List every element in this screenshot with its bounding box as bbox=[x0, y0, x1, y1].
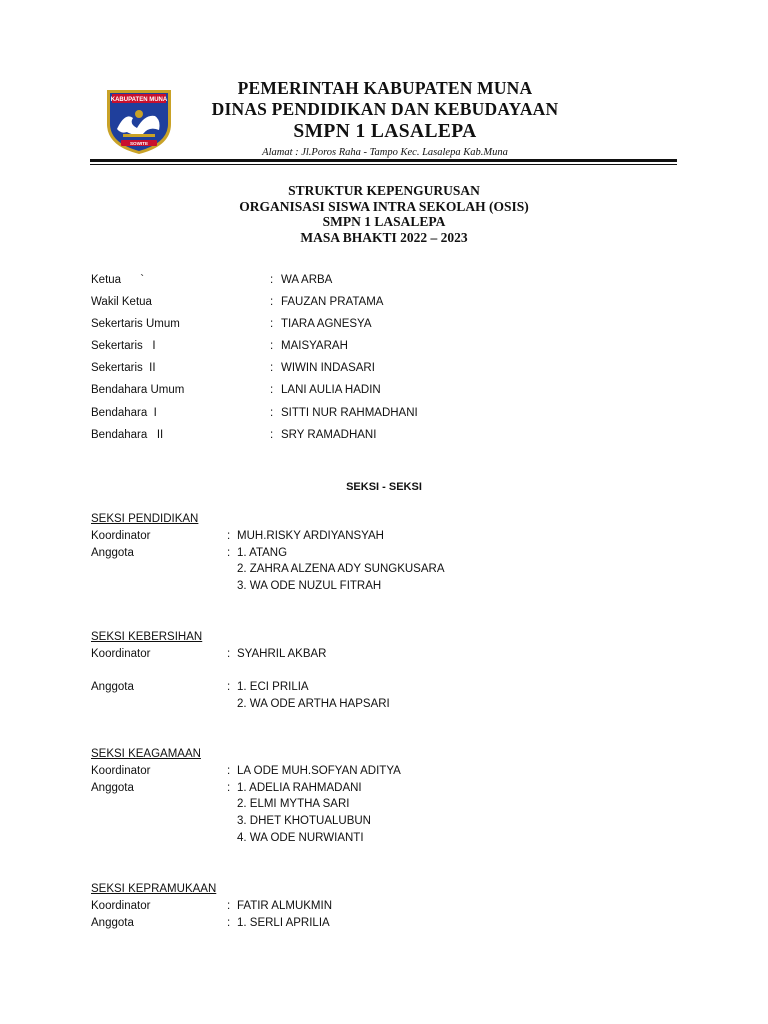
title-line-3: SMPN 1 LASALEPA bbox=[322, 214, 446, 229]
officer-name: SITTI NUR RAHMADHANI bbox=[281, 406, 418, 419]
title-line-2: ORGANISASI SISWA INTRA SEKOLAH (OSIS) bbox=[239, 198, 529, 214]
colon: : bbox=[270, 318, 274, 331]
officer-name: TIARA AGNESYA bbox=[281, 318, 372, 331]
kabupaten-muna-emblem-icon bbox=[103, 84, 175, 156]
koordinator-name: FATIR ALMUKMIN bbox=[237, 899, 332, 912]
svg-text:SOWITE: SOWITE bbox=[129, 141, 149, 146]
letterhead-divider-thin bbox=[90, 164, 677, 165]
koordinator-row bbox=[91, 898, 332, 915]
member-name: 3. DHET KHOTUALUBUN bbox=[237, 815, 371, 828]
officer-name: SRY RAMADHANI bbox=[281, 428, 377, 441]
colon: : bbox=[227, 647, 231, 660]
section-title: SEKSI PENDIDIKAN bbox=[91, 513, 199, 525]
colon: : bbox=[227, 899, 231, 912]
anggota-label: Anggota bbox=[91, 546, 134, 559]
section-kebersihan bbox=[91, 629, 390, 713]
member-name: 1. ATANG bbox=[237, 546, 288, 559]
officer-role: Bendahara II bbox=[91, 428, 164, 441]
koordinator-name: MUH.RISKY ARDIYANSYAH bbox=[237, 529, 384, 542]
member-name: 1. ADELIA RAHMADANI bbox=[237, 781, 362, 794]
colon: : bbox=[270, 384, 274, 397]
section-title: SEKSI KEAGAMAAN bbox=[91, 748, 201, 760]
anggota-label: Anggota bbox=[91, 916, 134, 929]
colon: : bbox=[270, 296, 274, 309]
officer-role: Sekertaris Umum bbox=[91, 318, 180, 331]
officer-role: Sekertaris II bbox=[91, 362, 156, 375]
colon: : bbox=[270, 428, 274, 441]
member-name: 1. ECI PRILIA bbox=[237, 681, 309, 694]
officer-role: Ketua ` bbox=[91, 274, 145, 286]
officer-name: MAISYARAH bbox=[281, 340, 348, 353]
anggota-label: Anggota bbox=[91, 781, 134, 794]
colon: : bbox=[270, 362, 274, 375]
colon: : bbox=[227, 529, 231, 542]
officer-name: LANI AULIA HADIN bbox=[281, 384, 381, 397]
member-name: 2. ELMI MYTHA SARI bbox=[237, 798, 350, 811]
title-line-4: MASA BHAKTI 2022 – 2023 bbox=[300, 229, 468, 245]
list-item bbox=[91, 696, 390, 713]
member-name: 2. ZAHRA ALZENA ADY SUNGKUSARA bbox=[237, 563, 445, 576]
section-kepramukaan bbox=[91, 881, 332, 931]
koordinator-label: Koordinator bbox=[91, 764, 151, 777]
officer-role: Wakil Ketua bbox=[91, 296, 152, 309]
section-pendidikan bbox=[91, 511, 445, 595]
officer-role: Bendahara I bbox=[91, 406, 157, 419]
list-item bbox=[91, 796, 350, 813]
colon: : bbox=[270, 340, 274, 353]
list-item bbox=[91, 561, 445, 578]
anggota-row bbox=[91, 915, 330, 932]
colon: : bbox=[270, 274, 274, 286]
colon: : bbox=[227, 781, 231, 794]
section-title: SEKSI KEPRAMUKAAN bbox=[91, 883, 217, 895]
list-item bbox=[91, 813, 371, 830]
anggota-row bbox=[91, 780, 362, 797]
svg-text:KABUPATEN MUNA: KABUPATEN MUNA bbox=[110, 97, 168, 103]
section-title: SEKSI KEBERSIHAN bbox=[91, 631, 203, 643]
member-name: 2. WA ODE ARTHA HAPSARI bbox=[237, 698, 390, 711]
member-name: 1. SERLI APRILIA bbox=[237, 916, 330, 929]
koordinator-name: LA ODE MUH.SOFYAN ADITYA bbox=[237, 764, 401, 777]
anggota-row bbox=[91, 679, 309, 696]
koordinator-row bbox=[91, 528, 384, 545]
section-keagamaan bbox=[91, 746, 401, 847]
member-name: 4. WA ODE NURWIANTI bbox=[237, 831, 364, 844]
letterhead-government: PEMERINTAH KABUPATEN MUNA bbox=[237, 78, 533, 98]
koordinator-row bbox=[91, 763, 401, 780]
colon: : bbox=[227, 546, 231, 559]
koordinator-label: Koordinator bbox=[91, 647, 151, 660]
koordinator-name: SYAHRIL AKBAR bbox=[237, 647, 327, 660]
letterhead-school: SMPN 1 LASALEPA bbox=[293, 121, 477, 142]
koordinator-label: Koordinator bbox=[91, 899, 151, 912]
title-line-1: STRUKTUR KEPENGURUSAN bbox=[288, 183, 480, 198]
koordinator-row bbox=[91, 646, 327, 663]
spacer bbox=[91, 663, 202, 680]
koordinator-label: Koordinator bbox=[91, 529, 151, 542]
colon: : bbox=[227, 681, 231, 694]
letterhead-address: Alamat : Jl.Poros Raha - Tampo Kec. Lasalepa Kab.Muna bbox=[262, 147, 508, 158]
officer-name: FAUZAN PRATAMA bbox=[281, 296, 384, 309]
anggota-label: Anggota bbox=[91, 681, 134, 694]
anggota-row bbox=[91, 545, 288, 562]
officer-role: Sekertaris I bbox=[91, 340, 156, 353]
member-name: 3. WA ODE NUZUL FITRAH bbox=[237, 580, 382, 593]
document-title bbox=[0, 183, 768, 245]
officer-name: WIWIN INDASARI bbox=[281, 362, 375, 375]
colon: : bbox=[227, 916, 231, 929]
sections-heading: SEKSI - SEKSI bbox=[346, 481, 422, 493]
letterhead-divider-thick bbox=[90, 159, 677, 162]
colon: : bbox=[270, 406, 274, 419]
list-item bbox=[91, 578, 382, 595]
letterhead-department: DINAS PENDIDIKAN DAN KEBUDAYAAN bbox=[211, 99, 559, 119]
letterhead bbox=[180, 78, 590, 160]
officer-role: Bendahara Umum bbox=[91, 384, 185, 397]
list-item bbox=[91, 830, 364, 847]
colon: : bbox=[227, 764, 231, 777]
officer-name: WA ARBA bbox=[281, 274, 333, 286]
